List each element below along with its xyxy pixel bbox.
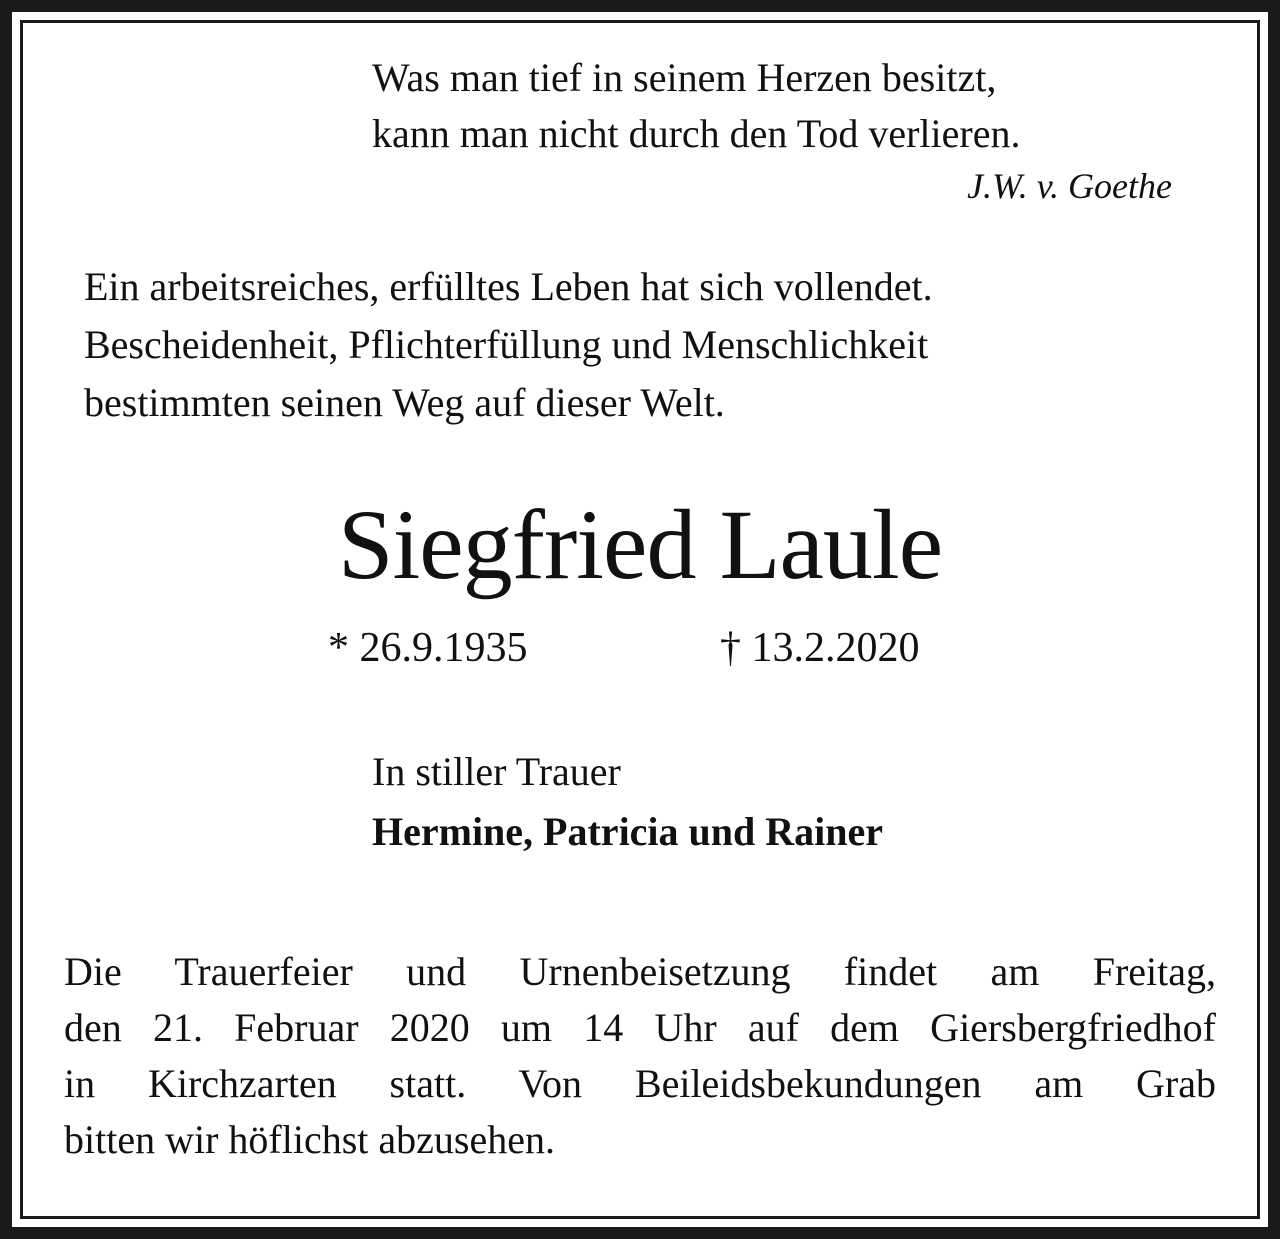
service-line: bitten wir höflichst abzusehen.: [64, 1117, 555, 1162]
mourning-block: [372, 742, 883, 862]
quote-author: J.W. v. Goethe: [967, 166, 1172, 206]
service-notice: [64, 944, 1216, 1168]
goethe-quote: [372, 50, 1192, 162]
tribute-line: Bescheidenheit, Pflichterfüllung und Menschlichkeit: [84, 322, 929, 367]
service-line: Die Trauerfeier und Urnenbeisetzung findet am Freitag,: [64, 949, 1216, 994]
tribute-line: bestimmten seinen Weg auf dieser Welt.: [84, 380, 725, 425]
quote-line: Was man tief in seinem Herzen besitzt,: [372, 55, 997, 100]
death-date: † 13.2.2020: [720, 625, 920, 671]
mourning-intro: In stiller Trauer: [372, 749, 621, 794]
service-line: in Kirchzarten statt. Von Beileidsbekundungen am Grab: [64, 1061, 1216, 1106]
service-line: den 21. Februar 2020 um 14 Uhr auf dem Giersbergfriedhof: [64, 1005, 1216, 1050]
quote-line: kann man nicht durch den Tod verlieren.: [372, 111, 1021, 156]
birth-date: * 26.9.1935: [328, 625, 528, 671]
tribute-line: Ein arbeitsreiches, erfülltes Leben hat sich vollendet.: [84, 264, 933, 309]
mourners-names: Hermine, Patricia und Rainer: [372, 809, 884, 854]
tribute-text: [84, 258, 1204, 432]
deceased-name: Siegfried Laule: [337, 489, 943, 600]
